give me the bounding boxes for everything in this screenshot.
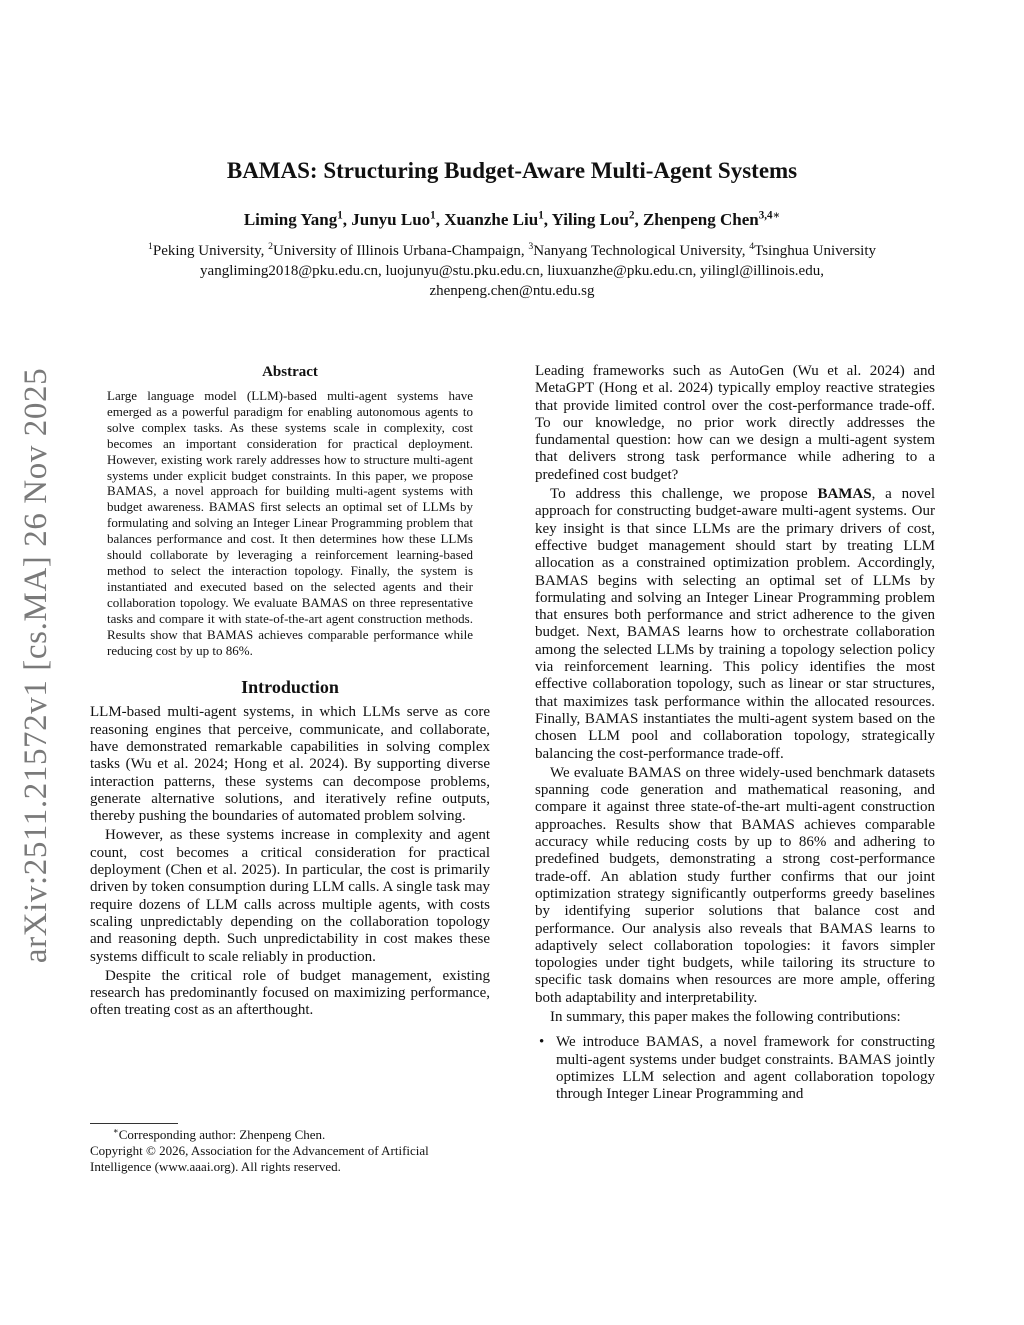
email-line: yangliming2018@pku.edu.cn, luojunyu@stu.pku.edu.cn, liuxuanzhe@pku.edu.cn, yilingl@illinois.edu, (200, 263, 824, 279)
author-name: Liming Yang (243, 210, 338, 229)
author-affiliation-mark: 1 (430, 209, 436, 222)
affiliation-number: 3 (528, 241, 534, 252)
paragraph-text: , a novel approach for constructing budget-aware multi-agent systems. Our key insight is that since LLMs are the primary drivers of cost, effective budget management should start by treating LLM allocation as a constrained optimization problem. Accordingly, BAMAS begins with selecting an optimal set of LLMs by formulating and solving an Integer Linear Programming problem that ensures both performance and strict adherence to the given budget. Next, BAMAS learns how to orchestrate collaboration among the selected LLMs by training a topology selection policy via reinforcement learning. This policy identifies the most effective collaboration topology, such as linear or star structures, that maximizes task performance within the allocated resources. Finally, BAMAS instantiates the multi-agent system based on the chosen LLM pool and collaboration topology, strategically balancing the cost-performance trade-off. (535, 486, 935, 762)
affiliation-number: 2 (268, 241, 274, 252)
affiliation-list: $^1$Peking University, $^2$University of Illinois Urbana-Champaign, $^3$Nanyang Technological University, $^4$Tsinghua University (148, 241, 876, 259)
email-line: zhenpeng.chen@ntu.edu.sg (429, 283, 595, 299)
body-paragraph: In summary, this paper makes the following contributions: (550, 1008, 901, 1025)
affiliation-number: 4 (749, 241, 755, 252)
bullet-icon: • (539, 1034, 545, 1051)
method-name-bold: BAMAS (817, 486, 872, 503)
copyright-notice: Copyright © 2026, Association for the Advancement of Artificial Intelligence (www.aaai.org). All rights reserved. (90, 1143, 429, 1174)
left-column (90, 358, 490, 1020)
corresponding-author-note (90, 1127, 490, 1143)
body-paragraph: Leading frameworks such as AutoGen (Wu et al. 2024) and MetaGPT (Hong et al. 2024) typically employ reactive strategies that provide limited control over the cost-performance trade-off. To our knowledge, no prior work directly addresses the fundamental question: how can we design a multi-agent system that delivers strong task performance while adhering to a predefined cost budget? (535, 363, 935, 483)
contribution-list (535, 1034, 935, 1103)
author-emails (90, 261, 934, 301)
arxiv-identifier (12, 365, 62, 965)
affiliation-number: 1 (148, 241, 153, 252)
introduction-heading: Introduction (241, 677, 339, 698)
author-name: Junyu Luo (351, 210, 431, 229)
intro-paragraph: LLM-based multi-agent systems, in which LLMs serve as core reasoning engines that perceive, communicate, and collaborate, have demonstrated remarkable capabilities in solving complex tasks (Wu et al. 2024; Hong et al. 2024). By supporting diverse interaction patterns, these systems can decompose problems, generate alternative solutions, and iteratively refine outputs, thereby pushing the boundaries of automated problem solving. (90, 704, 490, 825)
list-item (535, 1034, 935, 1103)
body-paragraph: We evaluate BAMAS on three widely-used benchmark datasets spanning code generation and mathematical reasoning, and compare it against three state-of-the-art multi-agent construction approaches. Results show that BAMAS achieves comparable accuracy while reducing costs by up to 86% and adhering to predefined budgets, demonstrating a strong cost-performance trade-off. An ablation study further confirms that our joint optimization strategy significantly outperforms greedy baselines by identifying superior solutions that balance cost and performance. Our analysis also reveals that BAMAS learns to adaptively select collaboration topologies: it favors simpler topologies under tight budgets, while tailoring its structure to specific task domains when resources are more ample, offering both adaptability and interpretability. (535, 764, 935, 1006)
affiliation-name: Peking University (152, 243, 261, 259)
abstract-heading: Abstract (262, 364, 318, 380)
right-column (535, 358, 935, 1103)
corresponding-author-text: Corresponding author: Zhenpeng Chen. (118, 1127, 326, 1142)
footnote-rule (90, 1123, 178, 1124)
author-affiliation-mark: 1 (337, 209, 343, 222)
footnote-block (90, 1123, 490, 1175)
author-affiliation-mark: 1 (538, 209, 544, 222)
asterisk-mark: ∗ (113, 1125, 119, 1136)
list-item-text: We introduce BAMAS, a novel framework for constructing multi-agent systems under budget constraints. BAMAS jointly optimizes LLM selection and agent collaboration topology through Integer Linear Programming and (556, 1034, 935, 1103)
arxiv-identifier-text: arXiv:2511.21572v1 [cs.MA] 26 Nov 2025 (18, 367, 55, 963)
author-name: Yiling Lou (551, 210, 629, 229)
author-name: Zhenpeng Chen (642, 210, 759, 229)
affiliation-name: University of Illinois Urbana-Champaign (273, 243, 521, 259)
body-paragraph (535, 486, 935, 763)
paragraph-text: To address this challenge, we propose (550, 486, 818, 503)
abstract-text: Large language model (LLM)-based multi-agent systems have emerged as a powerful paradigm for enabling autonomous agents to solve complex tasks. As these systems scale in complexity, cost becomes an important consideration for practical deployment. However, existing work rarely addresses how to structure multi-agent systems under explicit budget constraints. In this paper, we propose BAMAS, a novel approach for building multi-agent systems with budget awareness. BAMAS first selects an optimal set of LLMs by formulating and solving an Integer Linear Programming problem that balances performance and cost. It then determines how these LLMs should collaborate by leveraging a reinforcement learning-based method to select the interaction topology. Finally, the system is instantiated and executed based on the selected agents and their collaboration topology. We evaluate BAMAS on three representative tasks and compare it with state-of-the-art agent construction methods. Results show that BAMAS achieves comparable performance while reducing cost by up to 86%. (107, 388, 473, 658)
author-name: Xuanzhe Liu (444, 210, 539, 229)
intro-paragraph: Despite the critical role of budget management, existing research has predominantly focused on maximizing performance, often treating cost as an afterthought. (90, 967, 490, 1019)
affiliation-name: Nanyang Technological University (533, 243, 742, 259)
author-affiliation-mark: 2 (628, 209, 635, 222)
intro-paragraph: However, as these systems increase in complexity and agent count, cost becomes a critical consideration for practical deployment (Chen et al. 2025). In particular, the cost is primarily driven by token consumption during LLM calls. A single task may require dozens of LLM calls across multiple agents, with costs scaling unpredictably depending on the collaboration topology and reasoning depth. Such unpredictability in cost makes these systems difficult to scale reliably in production. (90, 827, 490, 965)
author-list: Liming Yang$^1$, Junyu Luo$^1$, Xuanzhe Liu$^1$, Yiling Lou$^2$, Zhenpeng Chen$^{3,4∗}$ (243, 209, 781, 229)
paper-title: BAMAS: Structuring Budget-Aware Multi-Agent Systems (226, 158, 798, 183)
author-affiliation-mark: 3,4∗ (758, 209, 781, 222)
affiliation-name: Tsinghua University (754, 243, 876, 259)
